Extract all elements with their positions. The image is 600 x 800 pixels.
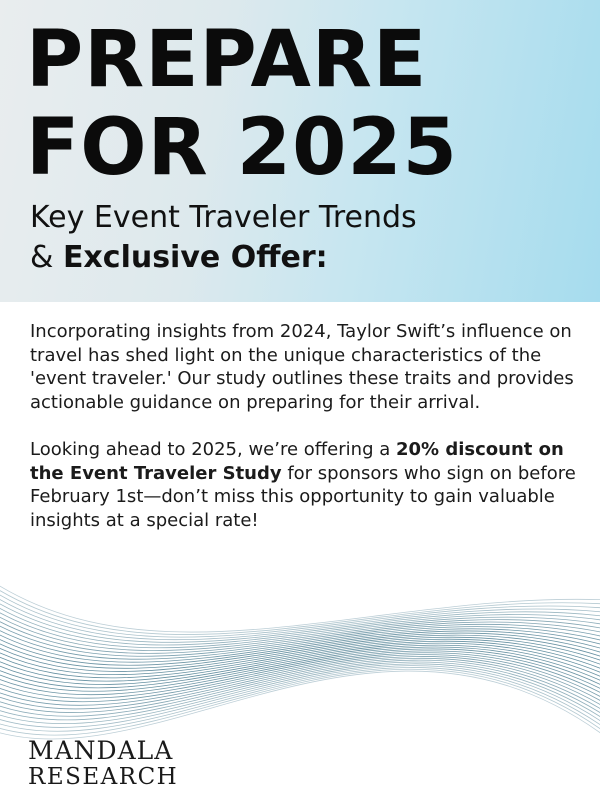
offer-highlight: 20% discount on the Event Traveler Study (30, 439, 564, 484)
headline (26, 16, 458, 192)
subheadline-line-1: Key Event Traveler Trends (30, 200, 417, 235)
subheadline (30, 198, 417, 278)
headline-line-1: PREPARE (26, 15, 428, 105)
wave-line (0, 666, 600, 728)
subheadline-offer: Exclusive Offer (62, 240, 316, 275)
wave-line (0, 655, 600, 706)
logo-line-2: RESEARCH (28, 764, 179, 790)
subheadline-line-2 (30, 238, 417, 278)
logo-line-1: MANDALA (28, 736, 174, 765)
offer-paragraph (30, 438, 578, 532)
mandala-research-logo (28, 738, 178, 790)
header-banner (0, 0, 600, 302)
intro-paragraph: Incorporating insights from 2024, Taylor Swift’s influence on travel has shed light on the unique characteristics of the 'event traveler.' Our study outlines these traits and provides actionable guidance on preparing for their arrival. (30, 321, 574, 413)
subheadline-colon: : (315, 240, 328, 275)
subheadline-ampersand: & (30, 240, 63, 275)
body-text (30, 320, 578, 556)
wave-line (0, 580, 600, 632)
offer-text-end: for sponsors who sign on before February 1st—don’t miss this opportunity to gain valuable insights at a special rate! (30, 462, 576, 531)
headline-line-2: FOR 2025 (26, 103, 458, 193)
wave-line (0, 664, 600, 724)
offer-text-start: Looking ahead to 2025, we’re offering a (30, 439, 396, 460)
